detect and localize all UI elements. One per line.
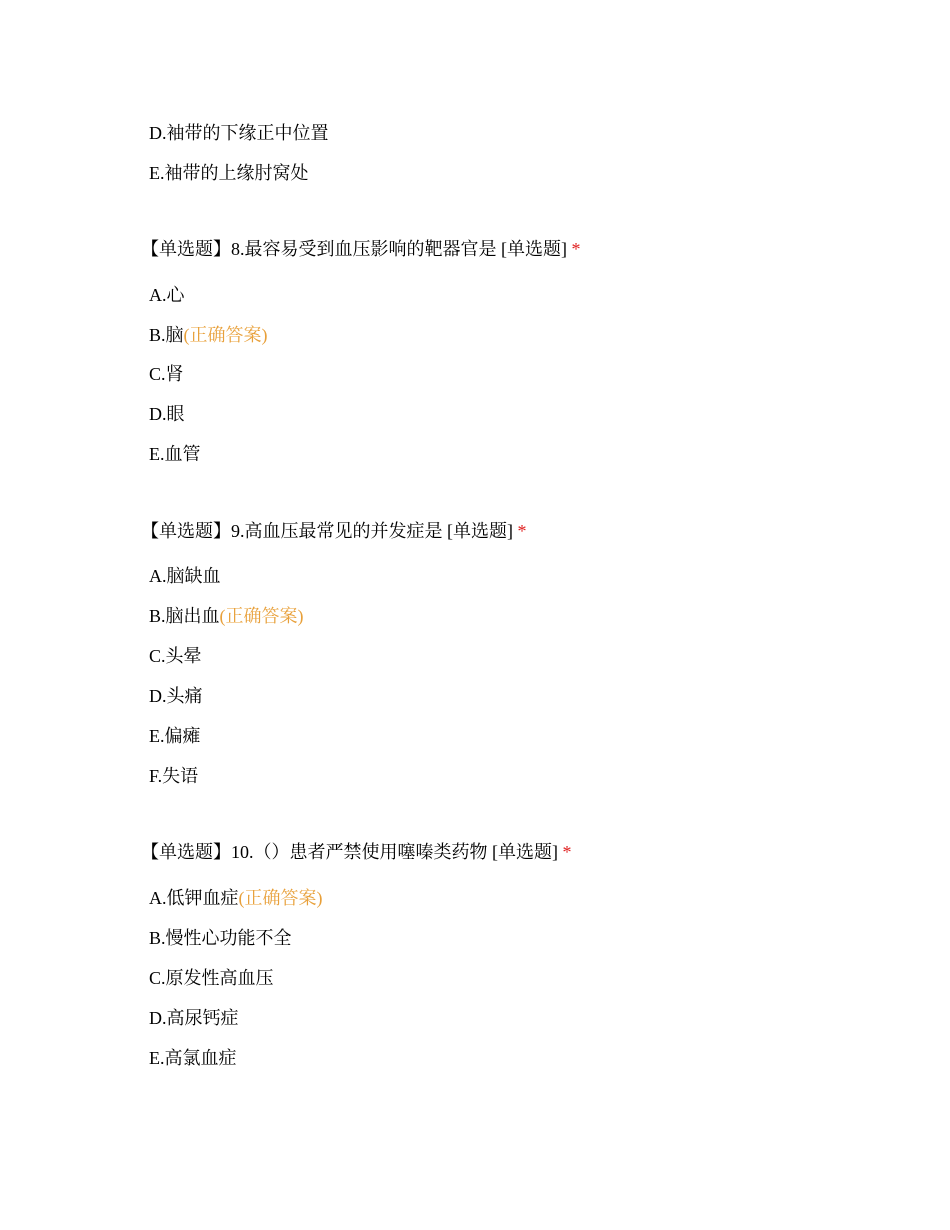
required-mark: * — [517, 521, 527, 541]
question-8-option-d[interactable] — [149, 402, 185, 426]
question-10-option-c[interactable] — [149, 966, 274, 990]
question-title-text: 【单选题】9.高血压最常见的并发症是 [单选题] — [141, 521, 513, 541]
question-9-option-d[interactable] — [149, 684, 203, 708]
question-8-option-e[interactable] — [149, 442, 201, 466]
question-9-option-b[interactable] — [149, 604, 304, 628]
option-label: D.高尿钙症 — [149, 1008, 239, 1028]
option-label: E.袖带的上缘肘窝处 — [149, 163, 309, 183]
question-10-option-a[interactable] — [149, 886, 323, 910]
option-label: D.头痛 — [149, 686, 203, 706]
option-label: C.原发性高血压 — [149, 968, 274, 988]
option-e[interactable] — [149, 161, 309, 185]
required-mark: * — [562, 842, 572, 862]
option-label: A.脑缺血 — [149, 566, 221, 586]
option-label: E.血管 — [149, 444, 201, 464]
option-label: E.偏瘫 — [149, 726, 201, 746]
question-10-option-b[interactable] — [149, 926, 292, 950]
option-label: F.失语 — [149, 766, 199, 786]
question-8-option-a[interactable] — [149, 283, 185, 307]
question-10-title — [141, 840, 572, 864]
question-8-option-b[interactable] — [149, 323, 268, 347]
option-d[interactable] — [149, 121, 329, 145]
question-9-option-a[interactable] — [149, 564, 221, 588]
question-10-option-e[interactable] — [149, 1046, 237, 1070]
question-10-option-d[interactable] — [149, 1006, 239, 1030]
option-label: A.心 — [149, 285, 185, 305]
option-label: D.袖带的下缘正中位置 — [149, 123, 329, 143]
question-title-text: 【单选题】10.（）患者严禁使用噻嗪类药物 [单选题] — [141, 842, 558, 862]
option-label: C.头晕 — [149, 646, 202, 666]
option-label: A.低钾血症 — [149, 888, 239, 908]
correct-answer-note: (正确答案) — [183, 325, 268, 345]
correct-answer-note: (正确答案) — [219, 606, 304, 626]
option-label: B.脑 — [149, 325, 184, 345]
question-title-text: 【单选题】8.最容易受到血压影响的靶器官是 [单选题] — [141, 239, 567, 259]
option-label: D.眼 — [149, 404, 185, 424]
option-label: B.慢性心功能不全 — [149, 928, 292, 948]
question-9-title — [141, 519, 527, 543]
option-label: C.肾 — [149, 364, 184, 384]
question-9-option-e[interactable] — [149, 724, 201, 748]
question-9-option-f[interactable] — [149, 764, 198, 788]
question-8-title — [141, 237, 581, 261]
question-9-option-c[interactable] — [149, 644, 202, 668]
correct-answer-note: (正确答案) — [238, 888, 323, 908]
question-8-option-c[interactable] — [149, 362, 184, 386]
required-mark: * — [571, 239, 581, 259]
option-label: B.脑出血 — [149, 606, 220, 626]
option-label: E.高氯血症 — [149, 1048, 237, 1068]
